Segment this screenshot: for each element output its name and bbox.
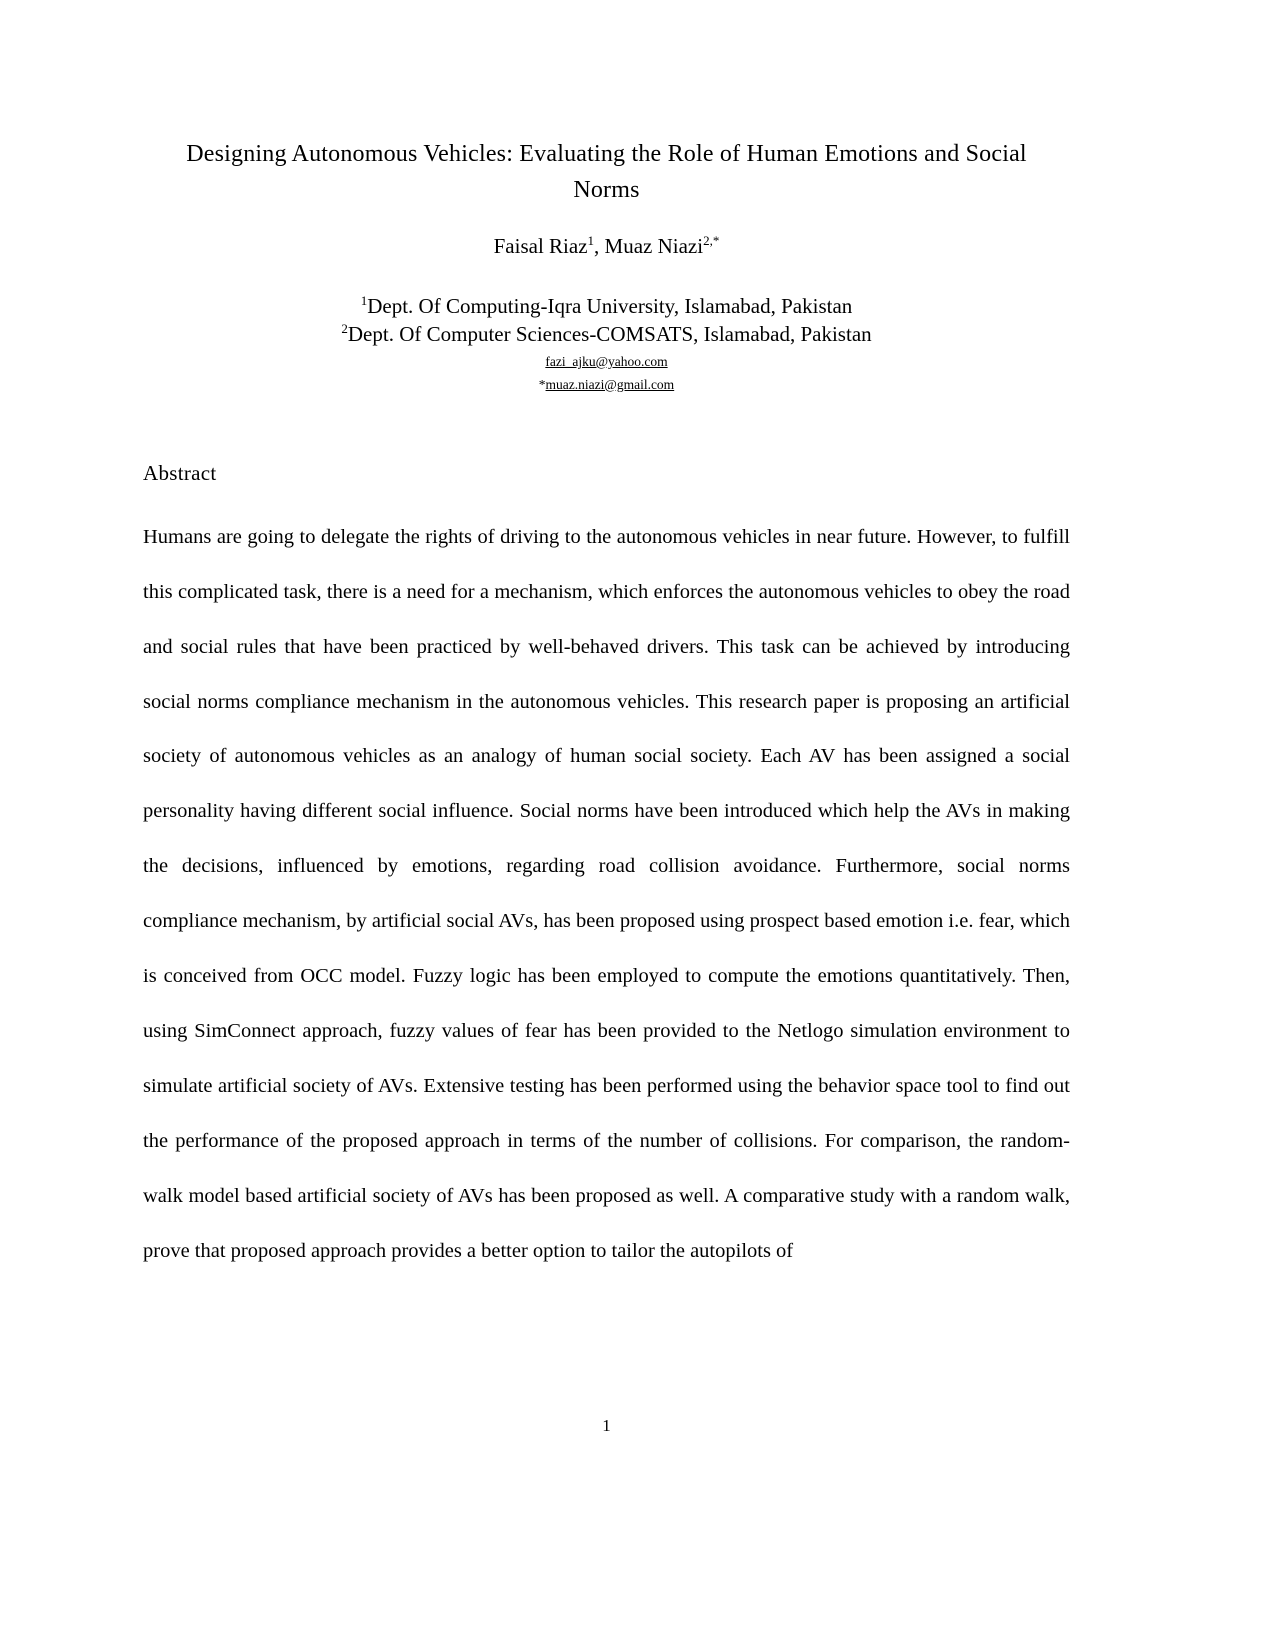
- emails-block: [143, 351, 1070, 397]
- affiliation-1: [143, 293, 1070, 321]
- affiliation-2-text: Dept. Of Computer Sciences-COMSATS, Islamabad, Pakistan: [347, 321, 872, 346]
- authors-separator: ,: [594, 234, 605, 258]
- page-number: 1: [602, 1416, 611, 1435]
- paper-title: Designing Autonomous Vehicles: Evaluating the Role of Human Emotions and Social Norms: [186, 141, 1027, 203]
- affiliation-2-superscript: 2: [341, 320, 348, 336]
- abstract-heading: Abstract: [143, 460, 217, 485]
- affiliation-2: [143, 321, 1070, 349]
- affiliation-1-superscript: 1: [360, 293, 368, 308]
- email-2-prefix: *: [538, 376, 546, 392]
- abstract-paragraph: Humans are going to delegate the rights of driving to the autonomous vehicles in near future. However, to fulfill this complicated task, there is a need for a mechanism, which enforces the autonomous vehicles to obey the road and social rules that have been practiced by well-behaved drivers. This task can be achieved by introducing social norms compliance mechanism in the autonomous vehicles. This research paper is proposing an artificial society of autonomous vehicles as an analogy of human social society. Each AV has been assigned a social personality having different social influence. Social norms have been introduced which help the AVs in making the decisions, influenced by emotions, regarding road collision avoidance. Furthermore, social norms compliance mechanism, by artificial social AVs, has been proposed using prospect based emotion i.e. fear, which is conceived from OCC model. Fuzzy logic has been employed to compute the emotions quantitatively. Then, using SimConnect approach, fuzzy values of fear has been provided to the Netlogo simulation environment to simulate artificial society of AVs. Extensive testing has been performed using the behavior space tool to find out the performance of the proposed approach in terms of the number of collisions. For comparison, the random-walk model based artificial society of AVs has been proposed as well. A comparative study with a random walk, prove that proposed approach provides a better option to tailor the autopilots of: [143, 525, 1070, 1262]
- email-link-1[interactable]: fazi_ajku@yahoo.com: [545, 353, 668, 369]
- author-2-name: Muaz Niazi: [604, 234, 704, 258]
- affiliation-1-text: Dept. Of Computing-Iqra University, Islamabad, Pakistan: [367, 294, 853, 318]
- author-1-superscript: 1: [587, 233, 595, 248]
- affiliations-block: [143, 293, 1070, 349]
- email-line-2: [143, 374, 1070, 397]
- email-link-2[interactable]: muaz.niazi@gmail.com: [545, 376, 675, 392]
- author-1-name: Faisal Riaz: [493, 234, 588, 258]
- email-line-1: [143, 351, 1070, 374]
- authors-line: [143, 234, 1070, 259]
- author-2-superscript: 2,*: [703, 233, 720, 248]
